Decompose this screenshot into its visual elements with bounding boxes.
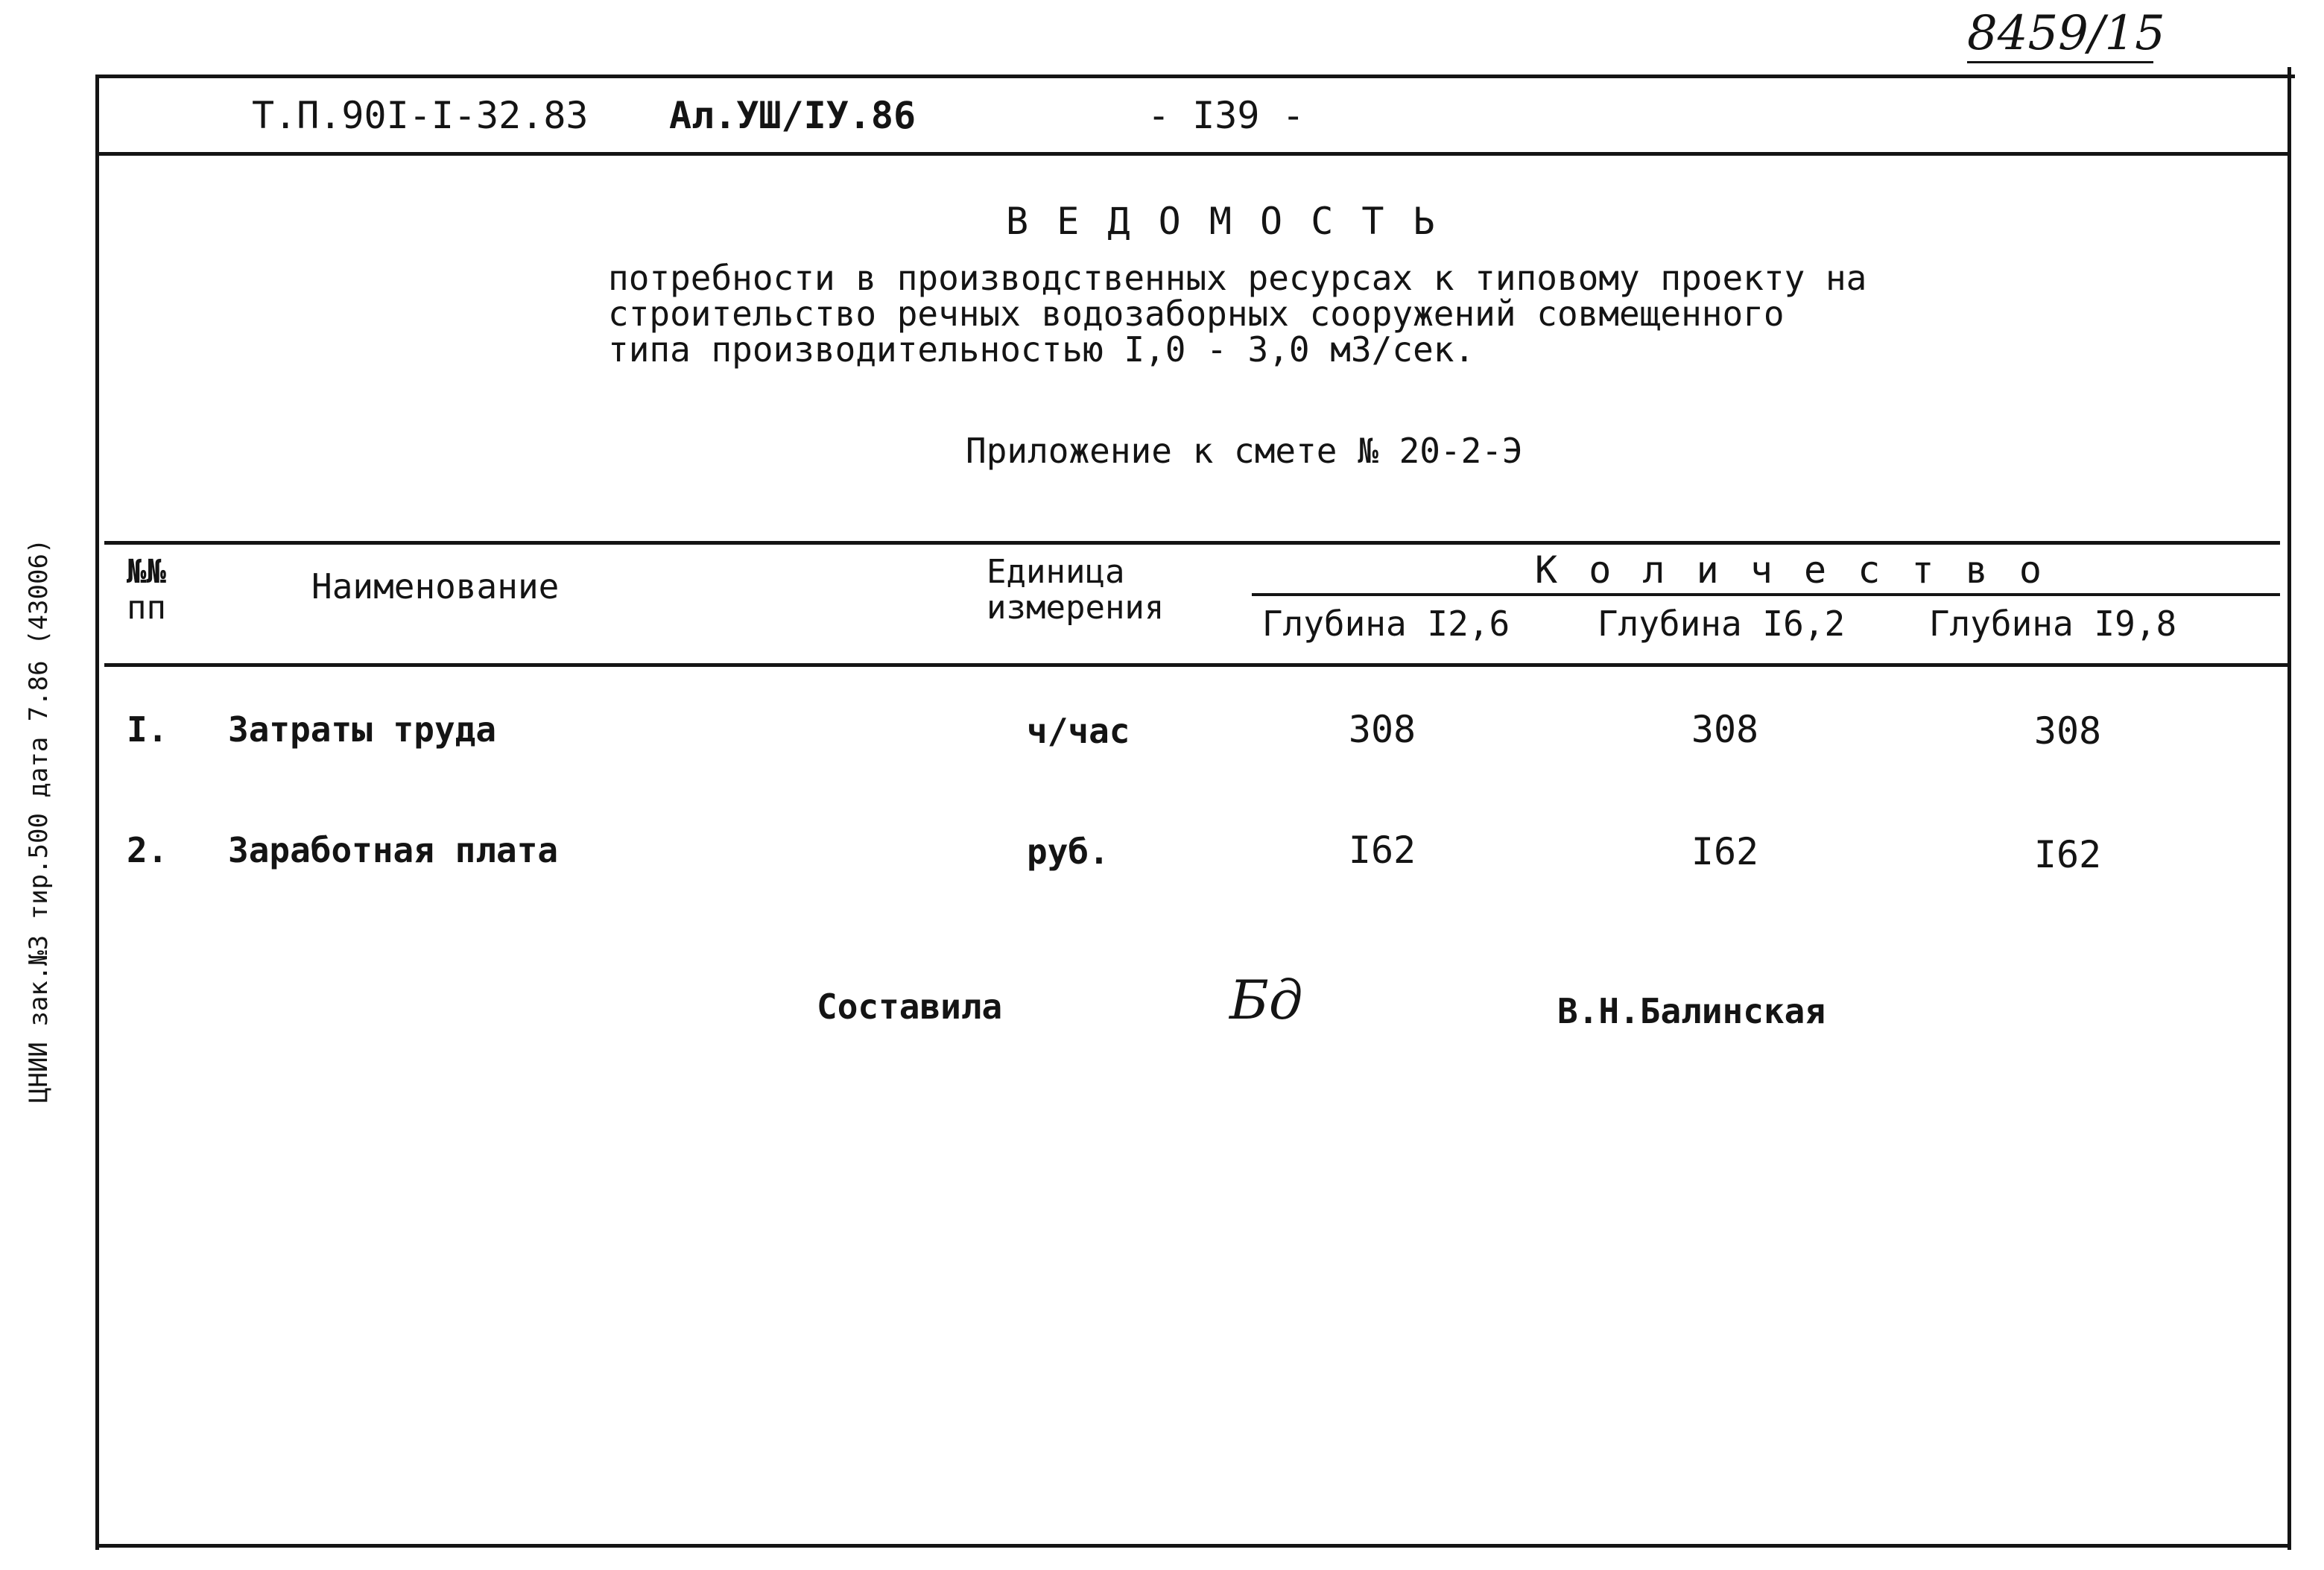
col-unit-header-2: измерения <box>987 589 1165 627</box>
row-number: I. <box>127 709 168 750</box>
compiled-label: Составила <box>817 987 1003 1027</box>
row-unit: руб. <box>1027 832 1109 872</box>
col-num-header-1: №№ <box>127 553 166 591</box>
frame-top <box>95 75 2295 78</box>
appendix-label: Приложение к смете № 20-2-Э <box>966 431 1523 471</box>
row-number: 2. <box>127 830 168 870</box>
archive-number: 8459/15 <box>1967 6 2165 61</box>
title-line-1: потребности в производственных ресурсах к типовому проекту на <box>608 258 1867 298</box>
row-name: Затраты труда <box>228 709 497 750</box>
table-header-rule <box>104 663 2291 667</box>
frame-bottom <box>95 1544 2291 1548</box>
row-value-depth-1: 308 <box>1348 708 1416 751</box>
title-line-3: типа производительностью I,0 - 3,0 м3/сек. <box>608 329 1475 370</box>
depth-header-2: Глубина I6,2 <box>1597 604 1846 644</box>
row-value-depth-3: 308 <box>2033 709 2102 753</box>
title-line-2: строительство речных водозаборных сооружений совмещенного <box>608 294 1785 334</box>
depth-header-3: Глубина I9,8 <box>1928 604 2177 644</box>
compiler-name: В.Н.Балинская <box>1557 991 1826 1031</box>
col-unit-header-1: Единица <box>987 553 1125 591</box>
depth-header-1: Глубина I2,6 <box>1261 604 1510 644</box>
row-value-depth-1: I62 <box>1348 829 1416 872</box>
row-unit: ч/час <box>1027 711 1130 751</box>
col-qty-header: К о л и ч е с т в о <box>1535 548 2046 592</box>
page-number: - I39 - <box>1147 94 1305 137</box>
table-top-rule <box>104 541 2280 545</box>
qty-subheader-rule <box>1252 593 2280 596</box>
frame-left <box>95 75 99 1550</box>
project-code: Т.П.90I-I-32.83 <box>252 94 589 137</box>
side-note: ЦНИИ зак.№3 тир.500 дата 7.86 (43006) <box>24 538 54 1103</box>
album-code: Ал.УШ/IУ.86 <box>669 94 916 137</box>
archive-number-underline <box>1967 61 2153 63</box>
header-separator <box>95 152 2291 156</box>
row-name: Заработная плата <box>228 830 559 870</box>
document-title: В Е Д О М О С Т Ь <box>1006 200 1438 243</box>
frame-right <box>2287 67 2291 1550</box>
col-name-header: Наименование <box>311 566 560 607</box>
signature: Бд <box>1229 969 1303 1031</box>
row-value-depth-2: I62 <box>1691 830 1759 873</box>
col-num-header-2: пп <box>127 589 166 627</box>
row-value-depth-2: 308 <box>1691 708 1759 751</box>
row-value-depth-3: I62 <box>2033 833 2102 876</box>
